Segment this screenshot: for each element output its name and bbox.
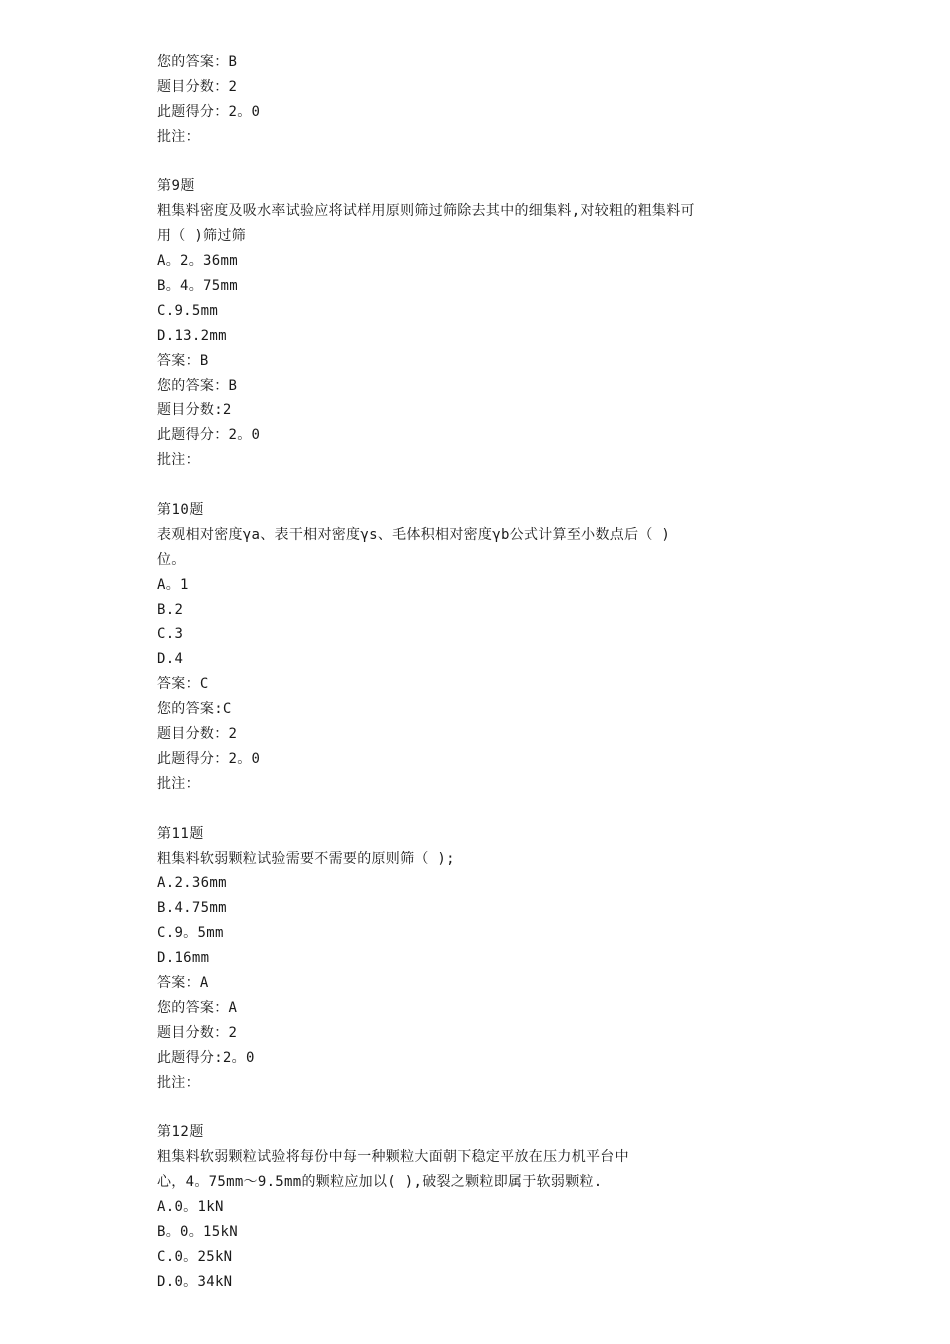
question-8-tail [157,50,797,150]
your-answer: 您的答案：B [157,54,238,70]
option-b: B.2 [157,601,184,618]
comment: 批注： [157,128,200,145]
document-page [157,50,797,1295]
option-b: B。4。75mm [157,278,238,295]
earned-score: 此题得分：2。0 [157,750,261,767]
earned-score: 此题得分：2。0 [157,103,261,120]
question-score: 题目分数:2 [157,402,232,419]
option-a: A.0。1kN [157,1198,224,1215]
correct-answer: 答案：C [157,676,209,693]
option-b: B。0。15kN [157,1223,238,1240]
your-answer: 您的答案：B [157,377,238,394]
your-answer: 您的答案:C [157,701,232,718]
question-text: 表观相对密度γa、表干相对密度γs、毛体积相对密度γb公式计算至小数点后（ ) [157,526,671,543]
question-10 [157,498,797,797]
spacer [157,797,797,822]
question-title: 第10题 [157,502,204,519]
option-d: D.13.2mm [157,327,227,344]
correct-answer: 答案：B [157,352,209,369]
comment: 批注： [157,452,200,469]
question-text-cont: 用（ )筛过筛 [157,228,246,245]
comment: 批注： [157,1074,200,1091]
question-title: 第12题 [157,1124,204,1141]
earned-score: 此题得分：2。0 [157,427,261,444]
spacer [157,473,797,498]
question-score: 题目分数：2 [157,1024,238,1041]
option-d: D.4 [157,651,184,668]
your-answer: 您的答案：A [157,999,238,1016]
option-a: A。2。36mm [157,253,238,270]
question-text: 粗集料软弱颗粒试验需要不需要的原则筛（ ); [157,850,455,867]
comment: 批注： [157,775,200,792]
question-text: 粗集料软弱颗粒试验将每份中每一种颗粒大面朝下稳定平放在压力机平台中 [157,1149,629,1166]
question-title: 第11题 [157,825,204,842]
option-d: D.16mm [157,950,210,967]
spacer [157,150,797,175]
question-title: 第9题 [157,178,195,195]
question-score: 题目分数：2 [157,78,238,95]
option-a: A.2.36mm [157,875,227,892]
question-12 [157,1120,797,1294]
option-b: B.4.75mm [157,900,227,917]
earned-score: 此题得分:2。0 [157,1049,255,1066]
option-a: A。1 [157,576,189,593]
option-d: D.0。34kN [157,1273,233,1290]
question-text-cont: 位。 [157,551,186,568]
option-c: C.9.5mm [157,302,219,319]
option-c: C.3 [157,626,184,643]
question-text: 粗集料密度及吸水率试验应将试样用原则筛过筛除去其中的细集料,对较粗的粗集料可 [157,203,695,220]
question-text-cont: 心，4。75mm～9.5mm的颗粒应加以( ),破裂之颗粒即属于软弱颗粒. [157,1174,603,1191]
correct-answer: 答案：A [157,974,209,991]
spacer [157,1095,797,1120]
question-9 [157,174,797,473]
question-score: 题目分数：2 [157,726,238,743]
option-c: C.9。5mm [157,925,224,942]
question-11 [157,822,797,1096]
option-c: C.0。25kN [157,1248,233,1265]
